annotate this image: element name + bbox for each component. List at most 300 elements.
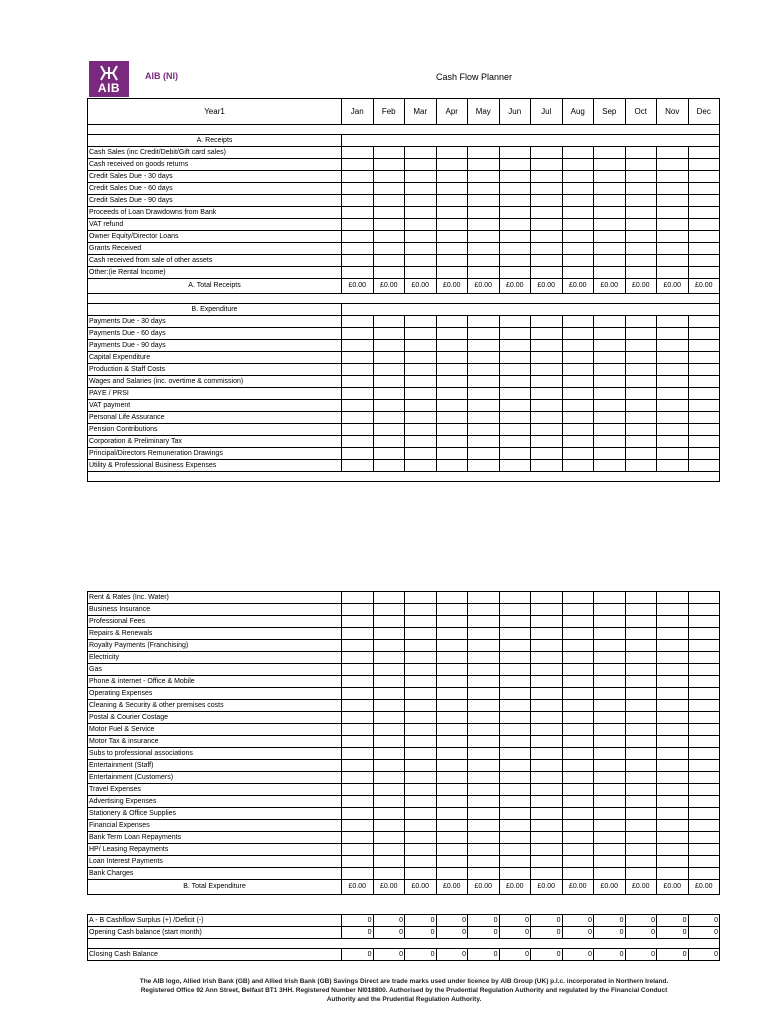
month-input-cell[interactable]	[562, 243, 594, 255]
month-input-cell[interactable]	[342, 195, 374, 207]
month-input-cell[interactable]	[562, 868, 594, 880]
month-input-cell[interactable]	[342, 772, 374, 784]
month-input-cell[interactable]	[499, 267, 531, 279]
month-input-cell[interactable]	[373, 592, 405, 604]
month-input-cell[interactable]	[594, 700, 626, 712]
month-input-cell[interactable]	[405, 231, 437, 243]
month-input-cell[interactable]	[625, 652, 657, 664]
month-input-cell[interactable]	[468, 267, 500, 279]
month-input-cell[interactable]	[436, 147, 468, 159]
month-input-cell[interactable]	[342, 784, 374, 796]
month-input-cell[interactable]	[531, 183, 563, 195]
month-input-cell[interactable]	[436, 376, 468, 388]
month-input-cell[interactable]	[468, 340, 500, 352]
month-input-cell[interactable]	[468, 736, 500, 748]
month-input-cell[interactable]	[625, 183, 657, 195]
month-input-cell[interactable]	[688, 760, 720, 772]
month-input-cell[interactable]	[657, 376, 689, 388]
month-input-cell[interactable]	[373, 147, 405, 159]
month-input-cell[interactable]	[436, 712, 468, 724]
month-input-cell[interactable]	[657, 796, 689, 808]
month-input-cell[interactable]	[373, 219, 405, 231]
month-input-cell[interactable]	[657, 159, 689, 171]
month-input-cell[interactable]	[625, 856, 657, 868]
month-input-cell[interactable]	[688, 676, 720, 688]
month-input-cell[interactable]	[688, 376, 720, 388]
month-input-cell[interactable]	[625, 400, 657, 412]
month-input-cell[interactable]	[342, 808, 374, 820]
month-input-cell[interactable]	[405, 724, 437, 736]
month-input-cell[interactable]	[499, 171, 531, 183]
month-input-cell[interactable]	[657, 388, 689, 400]
month-input-cell[interactable]	[405, 243, 437, 255]
month-input-cell[interactable]	[468, 652, 500, 664]
month-input-cell[interactable]	[499, 400, 531, 412]
month-input-cell[interactable]	[562, 376, 594, 388]
month-input-cell[interactable]	[562, 183, 594, 195]
month-input-cell[interactable]	[436, 748, 468, 760]
month-input-cell[interactable]	[499, 436, 531, 448]
month-input-cell[interactable]	[688, 844, 720, 856]
month-input-cell[interactable]	[625, 808, 657, 820]
month-input-cell[interactable]	[405, 219, 437, 231]
month-input-cell[interactable]	[499, 748, 531, 760]
month-input-cell[interactable]	[373, 760, 405, 772]
month-input-cell[interactable]	[499, 159, 531, 171]
month-input-cell[interactable]	[468, 820, 500, 832]
month-input-cell[interactable]	[657, 664, 689, 676]
month-input-cell[interactable]	[468, 412, 500, 424]
month-input-cell[interactable]	[342, 400, 374, 412]
month-input-cell[interactable]	[562, 159, 594, 171]
month-input-cell[interactable]	[405, 760, 437, 772]
month-input-cell[interactable]	[436, 844, 468, 856]
month-input-cell[interactable]	[499, 652, 531, 664]
month-input-cell[interactable]	[468, 676, 500, 688]
month-input-cell[interactable]	[405, 255, 437, 267]
month-input-cell[interactable]	[468, 219, 500, 231]
month-input-cell[interactable]	[405, 364, 437, 376]
month-input-cell[interactable]	[436, 400, 468, 412]
month-input-cell[interactable]	[625, 147, 657, 159]
month-input-cell[interactable]	[625, 640, 657, 652]
month-input-cell[interactable]	[468, 700, 500, 712]
month-input-cell[interactable]	[405, 676, 437, 688]
month-input-cell[interactable]	[373, 328, 405, 340]
month-input-cell[interactable]	[531, 448, 563, 460]
month-input-cell[interactable]	[657, 688, 689, 700]
month-input-cell[interactable]	[436, 760, 468, 772]
month-input-cell[interactable]	[499, 676, 531, 688]
month-input-cell[interactable]	[562, 340, 594, 352]
month-input-cell[interactable]	[562, 460, 594, 472]
month-input-cell[interactable]	[688, 712, 720, 724]
month-input-cell[interactable]	[436, 856, 468, 868]
month-input-cell[interactable]	[468, 592, 500, 604]
month-input-cell[interactable]	[657, 364, 689, 376]
month-input-cell[interactable]	[688, 724, 720, 736]
month-input-cell[interactable]	[594, 736, 626, 748]
month-input-cell[interactable]	[373, 171, 405, 183]
month-input-cell[interactable]	[594, 760, 626, 772]
month-input-cell[interactable]	[562, 171, 594, 183]
month-input-cell[interactable]	[625, 159, 657, 171]
month-input-cell[interactable]	[373, 796, 405, 808]
month-input-cell[interactable]	[405, 616, 437, 628]
month-input-cell[interactable]	[688, 207, 720, 219]
month-input-cell[interactable]	[405, 688, 437, 700]
month-input-cell[interactable]	[531, 664, 563, 676]
month-input-cell[interactable]	[436, 364, 468, 376]
month-input-cell[interactable]	[405, 400, 437, 412]
month-input-cell[interactable]	[594, 688, 626, 700]
month-input-cell[interactable]	[468, 604, 500, 616]
month-input-cell[interactable]	[657, 760, 689, 772]
month-input-cell[interactable]	[531, 604, 563, 616]
month-input-cell[interactable]	[468, 712, 500, 724]
month-input-cell[interactable]	[531, 243, 563, 255]
month-input-cell[interactable]	[342, 267, 374, 279]
month-input-cell[interactable]	[594, 748, 626, 760]
month-input-cell[interactable]	[531, 159, 563, 171]
month-input-cell[interactable]	[405, 712, 437, 724]
month-input-cell[interactable]	[499, 856, 531, 868]
month-input-cell[interactable]	[594, 147, 626, 159]
month-input-cell[interactable]	[594, 640, 626, 652]
month-input-cell[interactable]	[625, 364, 657, 376]
month-input-cell[interactable]	[405, 207, 437, 219]
month-input-cell[interactable]	[594, 231, 626, 243]
month-input-cell[interactable]	[373, 772, 405, 784]
month-input-cell[interactable]	[562, 448, 594, 460]
month-input-cell[interactable]	[405, 592, 437, 604]
month-input-cell[interactable]	[468, 352, 500, 364]
month-input-cell[interactable]	[531, 784, 563, 796]
month-input-cell[interactable]	[342, 243, 374, 255]
month-input-cell[interactable]	[373, 400, 405, 412]
month-input-cell[interactable]	[625, 255, 657, 267]
month-input-cell[interactable]	[499, 616, 531, 628]
month-input-cell[interactable]	[625, 796, 657, 808]
month-input-cell[interactable]	[594, 676, 626, 688]
month-input-cell[interactable]	[625, 736, 657, 748]
month-input-cell[interactable]	[531, 364, 563, 376]
month-input-cell[interactable]	[531, 736, 563, 748]
month-input-cell[interactable]	[468, 832, 500, 844]
month-input-cell[interactable]	[562, 760, 594, 772]
month-input-cell[interactable]	[468, 147, 500, 159]
month-input-cell[interactable]	[688, 159, 720, 171]
month-input-cell[interactable]	[436, 772, 468, 784]
month-input-cell[interactable]	[688, 171, 720, 183]
month-input-cell[interactable]	[657, 436, 689, 448]
month-input-cell[interactable]	[657, 808, 689, 820]
month-input-cell[interactable]	[405, 856, 437, 868]
month-input-cell[interactable]	[562, 388, 594, 400]
month-input-cell[interactable]	[405, 628, 437, 640]
month-input-cell[interactable]	[342, 868, 374, 880]
month-input-cell[interactable]	[436, 316, 468, 328]
month-input-cell[interactable]	[562, 688, 594, 700]
month-input-cell[interactable]	[499, 604, 531, 616]
month-input-cell[interactable]	[688, 147, 720, 159]
month-input-cell[interactable]	[657, 616, 689, 628]
month-input-cell[interactable]	[531, 328, 563, 340]
month-input-cell[interactable]	[531, 844, 563, 856]
month-input-cell[interactable]	[688, 796, 720, 808]
month-input-cell[interactable]	[342, 616, 374, 628]
month-input-cell[interactable]	[373, 412, 405, 424]
month-input-cell[interactable]	[405, 267, 437, 279]
month-input-cell[interactable]	[657, 712, 689, 724]
month-input-cell[interactable]	[531, 688, 563, 700]
month-input-cell[interactable]	[499, 219, 531, 231]
month-input-cell[interactable]	[342, 424, 374, 436]
month-input-cell[interactable]	[531, 376, 563, 388]
month-input-cell[interactable]	[499, 784, 531, 796]
month-input-cell[interactable]	[405, 868, 437, 880]
month-input-cell[interactable]	[436, 820, 468, 832]
month-input-cell[interactable]	[499, 592, 531, 604]
month-input-cell[interactable]	[657, 832, 689, 844]
month-input-cell[interactable]	[436, 700, 468, 712]
month-input-cell[interactable]	[625, 316, 657, 328]
month-input-cell[interactable]	[688, 616, 720, 628]
month-input-cell[interactable]	[342, 592, 374, 604]
month-input-cell[interactable]	[594, 712, 626, 724]
month-input-cell[interactable]	[405, 159, 437, 171]
month-input-cell[interactable]	[531, 255, 563, 267]
month-input-cell[interactable]	[373, 376, 405, 388]
month-input-cell[interactable]	[625, 219, 657, 231]
month-input-cell[interactable]	[499, 844, 531, 856]
month-input-cell[interactable]	[625, 267, 657, 279]
month-input-cell[interactable]	[594, 364, 626, 376]
month-input-cell[interactable]	[594, 400, 626, 412]
month-input-cell[interactable]	[657, 328, 689, 340]
month-input-cell[interactable]	[499, 736, 531, 748]
month-input-cell[interactable]	[625, 604, 657, 616]
month-input-cell[interactable]	[468, 316, 500, 328]
month-input-cell[interactable]	[594, 219, 626, 231]
month-input-cell[interactable]	[436, 640, 468, 652]
month-input-cell[interactable]	[531, 856, 563, 868]
month-input-cell[interactable]	[531, 388, 563, 400]
month-input-cell[interactable]	[373, 448, 405, 460]
month-input-cell[interactable]	[688, 316, 720, 328]
month-input-cell[interactable]	[373, 784, 405, 796]
month-input-cell[interactable]	[531, 652, 563, 664]
month-input-cell[interactable]	[625, 748, 657, 760]
month-input-cell[interactable]	[657, 736, 689, 748]
month-input-cell[interactable]	[436, 243, 468, 255]
month-input-cell[interactable]	[468, 748, 500, 760]
month-input-cell[interactable]	[499, 328, 531, 340]
month-input-cell[interactable]	[594, 340, 626, 352]
month-input-cell[interactable]	[562, 664, 594, 676]
month-input-cell[interactable]	[373, 748, 405, 760]
month-input-cell[interactable]	[625, 772, 657, 784]
month-input-cell[interactable]	[468, 171, 500, 183]
month-input-cell[interactable]	[531, 796, 563, 808]
month-input-cell[interactable]	[531, 808, 563, 820]
month-input-cell[interactable]	[531, 436, 563, 448]
month-input-cell[interactable]	[531, 400, 563, 412]
month-input-cell[interactable]	[688, 448, 720, 460]
month-input-cell[interactable]	[499, 147, 531, 159]
month-input-cell[interactable]	[688, 255, 720, 267]
month-input-cell[interactable]	[342, 316, 374, 328]
month-input-cell[interactable]	[657, 844, 689, 856]
month-input-cell[interactable]	[436, 688, 468, 700]
month-input-cell[interactable]	[499, 640, 531, 652]
month-input-cell[interactable]	[594, 328, 626, 340]
month-input-cell[interactable]	[625, 231, 657, 243]
month-input-cell[interactable]	[405, 195, 437, 207]
month-input-cell[interactable]	[688, 460, 720, 472]
month-input-cell[interactable]	[436, 171, 468, 183]
month-input-cell[interactable]	[562, 328, 594, 340]
month-input-cell[interactable]	[342, 219, 374, 231]
month-input-cell[interactable]	[531, 676, 563, 688]
month-input-cell[interactable]	[594, 171, 626, 183]
month-input-cell[interactable]	[562, 628, 594, 640]
month-input-cell[interactable]	[562, 412, 594, 424]
month-input-cell[interactable]	[436, 628, 468, 640]
month-input-cell[interactable]	[436, 796, 468, 808]
month-input-cell[interactable]	[562, 712, 594, 724]
month-input-cell[interactable]	[531, 460, 563, 472]
month-input-cell[interactable]	[499, 820, 531, 832]
month-input-cell[interactable]	[342, 352, 374, 364]
month-input-cell[interactable]	[499, 183, 531, 195]
month-input-cell[interactable]	[657, 604, 689, 616]
month-input-cell[interactable]	[373, 736, 405, 748]
month-input-cell[interactable]	[342, 856, 374, 868]
month-input-cell[interactable]	[468, 376, 500, 388]
month-input-cell[interactable]	[436, 616, 468, 628]
month-input-cell[interactable]	[373, 231, 405, 243]
month-input-cell[interactable]	[468, 460, 500, 472]
month-input-cell[interactable]	[594, 652, 626, 664]
month-input-cell[interactable]	[468, 808, 500, 820]
month-input-cell[interactable]	[373, 676, 405, 688]
month-input-cell[interactable]	[468, 844, 500, 856]
month-input-cell[interactable]	[688, 364, 720, 376]
month-input-cell[interactable]	[342, 628, 374, 640]
month-input-cell[interactable]	[436, 592, 468, 604]
month-input-cell[interactable]	[405, 436, 437, 448]
month-input-cell[interactable]	[625, 760, 657, 772]
month-input-cell[interactable]	[531, 724, 563, 736]
month-input-cell[interactable]	[562, 640, 594, 652]
month-input-cell[interactable]	[436, 231, 468, 243]
month-input-cell[interactable]	[625, 820, 657, 832]
month-input-cell[interactable]	[657, 147, 689, 159]
month-input-cell[interactable]	[436, 328, 468, 340]
month-input-cell[interactable]	[499, 243, 531, 255]
month-input-cell[interactable]	[562, 436, 594, 448]
month-input-cell[interactable]	[342, 688, 374, 700]
month-input-cell[interactable]	[342, 340, 374, 352]
month-input-cell[interactable]	[405, 460, 437, 472]
month-input-cell[interactable]	[405, 748, 437, 760]
month-input-cell[interactable]	[531, 772, 563, 784]
month-input-cell[interactable]	[342, 712, 374, 724]
month-input-cell[interactable]	[562, 796, 594, 808]
month-input-cell[interactable]	[468, 784, 500, 796]
month-input-cell[interactable]	[688, 640, 720, 652]
month-input-cell[interactable]	[562, 724, 594, 736]
month-input-cell[interactable]	[594, 808, 626, 820]
month-input-cell[interactable]	[657, 628, 689, 640]
month-input-cell[interactable]	[657, 267, 689, 279]
month-input-cell[interactable]	[436, 448, 468, 460]
month-input-cell[interactable]	[468, 364, 500, 376]
month-input-cell[interactable]	[531, 700, 563, 712]
month-input-cell[interactable]	[562, 424, 594, 436]
month-input-cell[interactable]	[625, 832, 657, 844]
month-input-cell[interactable]	[342, 255, 374, 267]
month-input-cell[interactable]	[405, 796, 437, 808]
month-input-cell[interactable]	[688, 243, 720, 255]
month-input-cell[interactable]	[499, 460, 531, 472]
month-input-cell[interactable]	[499, 712, 531, 724]
month-input-cell[interactable]	[436, 352, 468, 364]
month-input-cell[interactable]	[688, 748, 720, 760]
month-input-cell[interactable]	[657, 460, 689, 472]
month-input-cell[interactable]	[594, 352, 626, 364]
month-input-cell[interactable]	[373, 243, 405, 255]
month-input-cell[interactable]	[436, 267, 468, 279]
month-input-cell[interactable]	[657, 784, 689, 796]
month-input-cell[interactable]	[531, 267, 563, 279]
month-input-cell[interactable]	[342, 460, 374, 472]
month-input-cell[interactable]	[562, 772, 594, 784]
month-input-cell[interactable]	[468, 328, 500, 340]
month-input-cell[interactable]	[562, 700, 594, 712]
month-input-cell[interactable]	[373, 207, 405, 219]
month-input-cell[interactable]	[594, 448, 626, 460]
month-input-cell[interactable]	[688, 832, 720, 844]
month-input-cell[interactable]	[625, 340, 657, 352]
month-input-cell[interactable]	[594, 868, 626, 880]
month-input-cell[interactable]	[594, 424, 626, 436]
month-input-cell[interactable]	[405, 316, 437, 328]
month-input-cell[interactable]	[594, 664, 626, 676]
month-input-cell[interactable]	[436, 724, 468, 736]
month-input-cell[interactable]	[688, 436, 720, 448]
month-input-cell[interactable]	[373, 195, 405, 207]
month-input-cell[interactable]	[562, 784, 594, 796]
month-input-cell[interactable]	[688, 664, 720, 676]
month-input-cell[interactable]	[688, 868, 720, 880]
month-input-cell[interactable]	[657, 207, 689, 219]
month-input-cell[interactable]	[531, 748, 563, 760]
month-input-cell[interactable]	[373, 820, 405, 832]
month-input-cell[interactable]	[657, 724, 689, 736]
month-input-cell[interactable]	[531, 412, 563, 424]
month-input-cell[interactable]	[688, 219, 720, 231]
month-input-cell[interactable]	[342, 832, 374, 844]
month-input-cell[interactable]	[499, 664, 531, 676]
month-input-cell[interactable]	[688, 688, 720, 700]
month-input-cell[interactable]	[342, 183, 374, 195]
month-input-cell[interactable]	[657, 640, 689, 652]
month-input-cell[interactable]	[562, 652, 594, 664]
month-input-cell[interactable]	[405, 412, 437, 424]
month-input-cell[interactable]	[594, 316, 626, 328]
